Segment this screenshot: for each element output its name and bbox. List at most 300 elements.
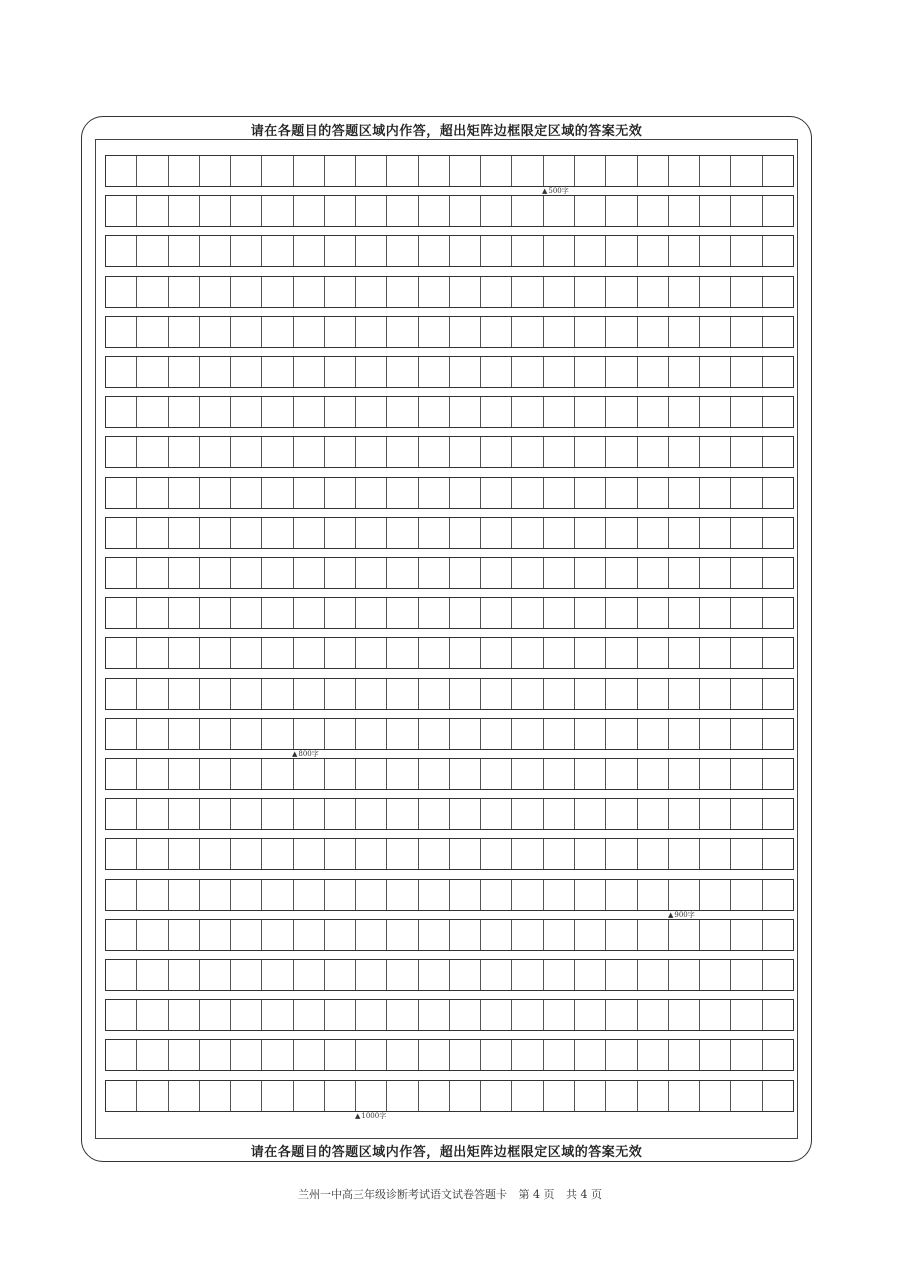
grid-cell[interactable] — [200, 1081, 231, 1111]
grid-cell[interactable] — [481, 759, 512, 789]
grid-cell[interactable] — [481, 1081, 512, 1111]
grid-cell[interactable] — [544, 478, 575, 508]
grid-cell[interactable] — [325, 1081, 356, 1111]
grid-cell[interactable] — [638, 236, 669, 266]
grid-cell[interactable] — [169, 839, 200, 869]
grid-cell[interactable] — [544, 1000, 575, 1030]
grid-cell[interactable] — [387, 317, 418, 347]
grid-cell[interactable] — [387, 839, 418, 869]
grid-cell[interactable] — [137, 839, 168, 869]
grid-cell[interactable] — [169, 277, 200, 307]
grid-cell[interactable] — [606, 1000, 637, 1030]
grid-cell[interactable] — [106, 920, 137, 950]
grid-cell[interactable] — [669, 719, 700, 749]
grid-cell[interactable] — [231, 196, 262, 226]
grid-cell[interactable] — [512, 598, 543, 628]
grid-cell[interactable] — [262, 317, 293, 347]
grid-cell[interactable] — [512, 880, 543, 910]
grid-cell[interactable] — [512, 357, 543, 387]
grid-cell[interactable] — [356, 317, 387, 347]
grid-cell[interactable] — [356, 558, 387, 588]
grid-cell[interactable] — [669, 317, 700, 347]
grid-cell[interactable] — [763, 518, 793, 548]
grid-cell[interactable] — [137, 960, 168, 990]
grid-cell[interactable] — [481, 196, 512, 226]
grid-cell[interactable] — [450, 1000, 481, 1030]
grid-cell[interactable] — [669, 437, 700, 467]
grid-cell[interactable] — [512, 558, 543, 588]
grid-cell[interactable] — [294, 1000, 325, 1030]
grid-cell[interactable] — [450, 518, 481, 548]
grid-cell[interactable] — [512, 759, 543, 789]
grid-cell[interactable] — [700, 960, 731, 990]
grid-cell[interactable] — [638, 638, 669, 668]
grid-cell[interactable] — [231, 1081, 262, 1111]
grid-cell[interactable] — [606, 357, 637, 387]
grid-cell[interactable] — [200, 1040, 231, 1070]
grid-cell[interactable] — [481, 839, 512, 869]
grid-cell[interactable] — [106, 1000, 137, 1030]
grid-cell[interactable] — [200, 196, 231, 226]
grid-cell[interactable] — [669, 196, 700, 226]
grid-cell[interactable] — [387, 277, 418, 307]
grid-cell[interactable] — [262, 478, 293, 508]
grid-cell[interactable] — [294, 196, 325, 226]
grid-cell[interactable] — [262, 880, 293, 910]
grid-cell[interactable] — [231, 437, 262, 467]
grid-cell[interactable] — [731, 277, 762, 307]
grid-cell[interactable] — [137, 679, 168, 709]
grid-cell[interactable] — [325, 598, 356, 628]
grid-cell[interactable] — [169, 880, 200, 910]
grid-cell[interactable] — [325, 518, 356, 548]
grid-cell[interactable] — [512, 799, 543, 829]
grid-cell[interactable] — [137, 317, 168, 347]
grid-cell[interactable] — [200, 277, 231, 307]
grid-cell[interactable] — [419, 277, 450, 307]
grid-cell[interactable] — [638, 277, 669, 307]
grid-cell[interactable] — [387, 156, 418, 186]
grid-cell[interactable] — [387, 1081, 418, 1111]
grid-cell[interactable] — [106, 558, 137, 588]
grid-cell[interactable] — [137, 236, 168, 266]
grid-cell[interactable] — [669, 920, 700, 950]
grid-cell[interactable] — [481, 799, 512, 829]
grid-cell[interactable] — [763, 638, 793, 668]
grid-cell[interactable] — [763, 1081, 793, 1111]
grid-cell[interactable] — [294, 1081, 325, 1111]
grid-cell[interactable] — [106, 839, 137, 869]
grid-cell[interactable] — [169, 960, 200, 990]
grid-cell[interactable] — [294, 478, 325, 508]
grid-cell[interactable] — [169, 719, 200, 749]
grid-cell[interactable] — [450, 437, 481, 467]
grid-cell[interactable] — [356, 920, 387, 950]
grid-cell[interactable] — [544, 759, 575, 789]
grid-cell[interactable] — [606, 598, 637, 628]
grid-cell[interactable] — [325, 719, 356, 749]
grid-cell[interactable] — [512, 1000, 543, 1030]
grid-cell[interactable] — [231, 317, 262, 347]
grid-cell[interactable] — [731, 1000, 762, 1030]
grid-cell[interactable] — [731, 196, 762, 226]
grid-cell[interactable] — [387, 598, 418, 628]
grid-cell[interactable] — [137, 799, 168, 829]
grid-cell[interactable] — [356, 196, 387, 226]
grid-cell[interactable] — [669, 960, 700, 990]
grid-cell[interactable] — [106, 156, 137, 186]
grid-cell[interactable] — [575, 839, 606, 869]
grid-cell[interactable] — [294, 397, 325, 427]
grid-cell[interactable] — [512, 679, 543, 709]
grid-cell[interactable] — [544, 880, 575, 910]
grid-cell[interactable] — [356, 839, 387, 869]
grid-cell[interactable] — [200, 558, 231, 588]
grid-cell[interactable] — [669, 839, 700, 869]
grid-cell[interactable] — [700, 799, 731, 829]
grid-cell[interactable] — [700, 437, 731, 467]
grid-cell[interactable] — [137, 397, 168, 427]
grid-cell[interactable] — [294, 156, 325, 186]
grid-cell[interactable] — [575, 196, 606, 226]
grid-cell[interactable] — [669, 880, 700, 910]
grid-cell[interactable] — [356, 719, 387, 749]
grid-cell[interactable] — [544, 558, 575, 588]
grid-cell[interactable] — [575, 719, 606, 749]
grid-cell[interactable] — [544, 397, 575, 427]
grid-cell[interactable] — [387, 799, 418, 829]
grid-cell[interactable] — [450, 1040, 481, 1070]
grid-cell[interactable] — [731, 920, 762, 950]
grid-cell[interactable] — [356, 880, 387, 910]
grid-cell[interactable] — [169, 478, 200, 508]
grid-cell[interactable] — [200, 518, 231, 548]
grid-cell[interactable] — [606, 277, 637, 307]
grid-cell[interactable] — [575, 357, 606, 387]
grid-cell[interactable] — [106, 1081, 137, 1111]
grid-cell[interactable] — [606, 719, 637, 749]
grid-cell[interactable] — [356, 1000, 387, 1030]
grid-cell[interactable] — [700, 1081, 731, 1111]
grid-cell[interactable] — [575, 1040, 606, 1070]
grid-cell[interactable] — [638, 960, 669, 990]
grid-cell[interactable] — [731, 1040, 762, 1070]
grid-cell[interactable] — [512, 960, 543, 990]
grid-cell[interactable] — [419, 437, 450, 467]
grid-cell[interactable] — [200, 759, 231, 789]
grid-cell[interactable] — [700, 1040, 731, 1070]
grid-cell[interactable] — [544, 357, 575, 387]
grid-cell[interactable] — [419, 236, 450, 266]
grid-cell[interactable] — [419, 638, 450, 668]
grid-cell[interactable] — [575, 518, 606, 548]
grid-cell[interactable] — [200, 236, 231, 266]
grid-cell[interactable] — [763, 156, 793, 186]
grid-cell[interactable] — [575, 236, 606, 266]
grid-cell[interactable] — [763, 759, 793, 789]
grid-cell[interactable] — [638, 799, 669, 829]
grid-cell[interactable] — [356, 357, 387, 387]
grid-cell[interactable] — [169, 437, 200, 467]
grid-cell[interactable] — [231, 638, 262, 668]
grid-cell[interactable] — [481, 357, 512, 387]
grid-cell[interactable] — [387, 478, 418, 508]
grid-cell[interactable] — [387, 638, 418, 668]
grid-cell[interactable] — [481, 558, 512, 588]
grid-cell[interactable] — [669, 1000, 700, 1030]
grid-cell[interactable] — [200, 719, 231, 749]
grid-cell[interactable] — [638, 719, 669, 749]
grid-cell[interactable] — [450, 1081, 481, 1111]
grid-cell[interactable] — [544, 920, 575, 950]
grid-cell[interactable] — [137, 1081, 168, 1111]
grid-cell[interactable] — [137, 277, 168, 307]
grid-cell[interactable] — [606, 1081, 637, 1111]
grid-cell[interactable] — [731, 236, 762, 266]
grid-cell[interactable] — [450, 236, 481, 266]
grid-cell[interactable] — [106, 960, 137, 990]
grid-cell[interactable] — [106, 1040, 137, 1070]
grid-cell[interactable] — [294, 236, 325, 266]
grid-cell[interactable] — [294, 759, 325, 789]
grid-cell[interactable] — [137, 598, 168, 628]
grid-cell[interactable] — [544, 598, 575, 628]
grid-cell[interactable] — [294, 437, 325, 467]
grid-cell[interactable] — [169, 558, 200, 588]
grid-cell[interactable] — [638, 437, 669, 467]
grid-cell[interactable] — [200, 880, 231, 910]
grid-cell[interactable] — [450, 357, 481, 387]
grid-cell[interactable] — [575, 397, 606, 427]
grid-cell[interactable] — [231, 598, 262, 628]
grid-cell[interactable] — [325, 880, 356, 910]
grid-cell[interactable] — [262, 598, 293, 628]
grid-cell[interactable] — [481, 437, 512, 467]
grid-cell[interactable] — [419, 317, 450, 347]
grid-cell[interactable] — [262, 679, 293, 709]
grid-cell[interactable] — [575, 317, 606, 347]
grid-cell[interactable] — [575, 598, 606, 628]
grid-cell[interactable] — [575, 437, 606, 467]
grid-cell[interactable] — [731, 719, 762, 749]
grid-cell[interactable] — [137, 437, 168, 467]
grid-cell[interactable] — [231, 679, 262, 709]
grid-cell[interactable] — [700, 357, 731, 387]
grid-cell[interactable] — [169, 799, 200, 829]
grid-cell[interactable] — [575, 679, 606, 709]
grid-cell[interactable] — [106, 397, 137, 427]
grid-cell[interactable] — [137, 1000, 168, 1030]
grid-cell[interactable] — [200, 1000, 231, 1030]
grid-cell[interactable] — [450, 196, 481, 226]
grid-cell[interactable] — [231, 478, 262, 508]
grid-cell[interactable] — [731, 880, 762, 910]
grid-cell[interactable] — [169, 518, 200, 548]
grid-cell[interactable] — [512, 277, 543, 307]
grid-cell[interactable] — [137, 518, 168, 548]
grid-cell[interactable] — [262, 277, 293, 307]
grid-cell[interactable] — [731, 839, 762, 869]
grid-cell[interactable] — [512, 1040, 543, 1070]
grid-cell[interactable] — [763, 799, 793, 829]
grid-cell[interactable] — [262, 357, 293, 387]
grid-cell[interactable] — [731, 397, 762, 427]
grid-cell[interactable] — [325, 638, 356, 668]
grid-cell[interactable] — [419, 799, 450, 829]
grid-cell[interactable] — [700, 156, 731, 186]
grid-cell[interactable] — [763, 277, 793, 307]
grid-cell[interactable] — [169, 1040, 200, 1070]
grid-cell[interactable] — [231, 799, 262, 829]
grid-cell[interactable] — [450, 478, 481, 508]
grid-cell[interactable] — [356, 397, 387, 427]
grid-cell[interactable] — [763, 1040, 793, 1070]
grid-cell[interactable] — [450, 156, 481, 186]
grid-cell[interactable] — [544, 518, 575, 548]
grid-cell[interactable] — [325, 196, 356, 226]
grid-cell[interactable] — [262, 397, 293, 427]
grid-cell[interactable] — [387, 920, 418, 950]
grid-cell[interactable] — [200, 679, 231, 709]
grid-cell[interactable] — [700, 839, 731, 869]
grid-cell[interactable] — [731, 638, 762, 668]
grid-cell[interactable] — [325, 156, 356, 186]
grid-cell[interactable] — [419, 478, 450, 508]
grid-cell[interactable] — [387, 236, 418, 266]
grid-cell[interactable] — [638, 478, 669, 508]
grid-cell[interactable] — [262, 1081, 293, 1111]
grid-cell[interactable] — [169, 397, 200, 427]
grid-cell[interactable] — [731, 799, 762, 829]
grid-cell[interactable] — [169, 638, 200, 668]
grid-cell[interactable] — [356, 799, 387, 829]
grid-cell[interactable] — [169, 920, 200, 950]
grid-cell[interactable] — [731, 960, 762, 990]
grid-cell[interactable] — [481, 397, 512, 427]
grid-cell[interactable] — [731, 759, 762, 789]
grid-cell[interactable] — [231, 156, 262, 186]
grid-cell[interactable] — [763, 719, 793, 749]
grid-cell[interactable] — [700, 598, 731, 628]
grid-cell[interactable] — [325, 437, 356, 467]
grid-cell[interactable] — [606, 920, 637, 950]
grid-cell[interactable] — [325, 478, 356, 508]
grid-cell[interactable] — [763, 357, 793, 387]
grid-cell[interactable] — [387, 759, 418, 789]
grid-cell[interactable] — [356, 679, 387, 709]
grid-cell[interactable] — [450, 960, 481, 990]
grid-cell[interactable] — [606, 518, 637, 548]
grid-cell[interactable] — [606, 880, 637, 910]
grid-cell[interactable] — [450, 598, 481, 628]
grid-cell[interactable] — [294, 880, 325, 910]
grid-cell[interactable] — [638, 679, 669, 709]
grid-cell[interactable] — [419, 759, 450, 789]
grid-cell[interactable] — [294, 719, 325, 749]
grid-cell[interactable] — [231, 277, 262, 307]
grid-cell[interactable] — [575, 799, 606, 829]
grid-cell[interactable] — [262, 920, 293, 950]
grid-cell[interactable] — [731, 679, 762, 709]
grid-cell[interactable] — [450, 839, 481, 869]
grid-cell[interactable] — [419, 196, 450, 226]
grid-cell[interactable] — [763, 679, 793, 709]
grid-cell[interactable] — [294, 598, 325, 628]
grid-cell[interactable] — [731, 156, 762, 186]
grid-cell[interactable] — [763, 236, 793, 266]
grid-cell[interactable] — [731, 1081, 762, 1111]
grid-cell[interactable] — [106, 799, 137, 829]
grid-cell[interactable] — [294, 799, 325, 829]
grid-cell[interactable] — [512, 317, 543, 347]
grid-cell[interactable] — [700, 518, 731, 548]
grid-cell[interactable] — [356, 1081, 387, 1111]
grid-cell[interactable] — [169, 156, 200, 186]
grid-cell[interactable] — [669, 478, 700, 508]
grid-cell[interactable] — [669, 638, 700, 668]
grid-cell[interactable] — [606, 839, 637, 869]
grid-cell[interactable] — [200, 799, 231, 829]
grid-cell[interactable] — [419, 679, 450, 709]
grid-cell[interactable] — [231, 518, 262, 548]
grid-cell[interactable] — [294, 638, 325, 668]
grid-cell[interactable] — [669, 759, 700, 789]
grid-cell[interactable] — [575, 1081, 606, 1111]
grid-cell[interactable] — [606, 558, 637, 588]
grid-cell[interactable] — [638, 1040, 669, 1070]
grid-cell[interactable] — [387, 437, 418, 467]
grid-cell[interactable] — [200, 960, 231, 990]
grid-cell[interactable] — [169, 759, 200, 789]
grid-cell[interactable] — [763, 317, 793, 347]
grid-cell[interactable] — [200, 437, 231, 467]
grid-cell[interactable] — [356, 437, 387, 467]
grid-cell[interactable] — [669, 799, 700, 829]
grid-cell[interactable] — [325, 236, 356, 266]
grid-cell[interactable] — [200, 598, 231, 628]
grid-cell[interactable] — [356, 236, 387, 266]
grid-cell[interactable] — [544, 196, 575, 226]
grid-cell[interactable] — [763, 558, 793, 588]
grid-cell[interactable] — [575, 277, 606, 307]
grid-cell[interactable] — [106, 759, 137, 789]
grid-cell[interactable] — [763, 598, 793, 628]
grid-cell[interactable] — [700, 679, 731, 709]
grid-cell[interactable] — [231, 920, 262, 950]
grid-cell[interactable] — [262, 518, 293, 548]
grid-cell[interactable] — [419, 357, 450, 387]
grid-cell[interactable] — [231, 839, 262, 869]
grid-cell[interactable] — [106, 638, 137, 668]
grid-cell[interactable] — [106, 719, 137, 749]
grid-cell[interactable] — [387, 196, 418, 226]
grid-cell[interactable] — [481, 478, 512, 508]
grid-cell[interactable] — [731, 598, 762, 628]
grid-cell[interactable] — [231, 1040, 262, 1070]
grid-cell[interactable] — [512, 719, 543, 749]
grid-cell[interactable] — [262, 799, 293, 829]
grid-cell[interactable] — [450, 277, 481, 307]
grid-cell[interactable] — [700, 317, 731, 347]
grid-cell[interactable] — [419, 1000, 450, 1030]
grid-cell[interactable] — [481, 679, 512, 709]
grid-cell[interactable] — [106, 357, 137, 387]
grid-cell[interactable] — [763, 437, 793, 467]
grid-cell[interactable] — [638, 920, 669, 950]
grid-cell[interactable] — [638, 156, 669, 186]
grid-cell[interactable] — [606, 317, 637, 347]
grid-cell[interactable] — [512, 518, 543, 548]
